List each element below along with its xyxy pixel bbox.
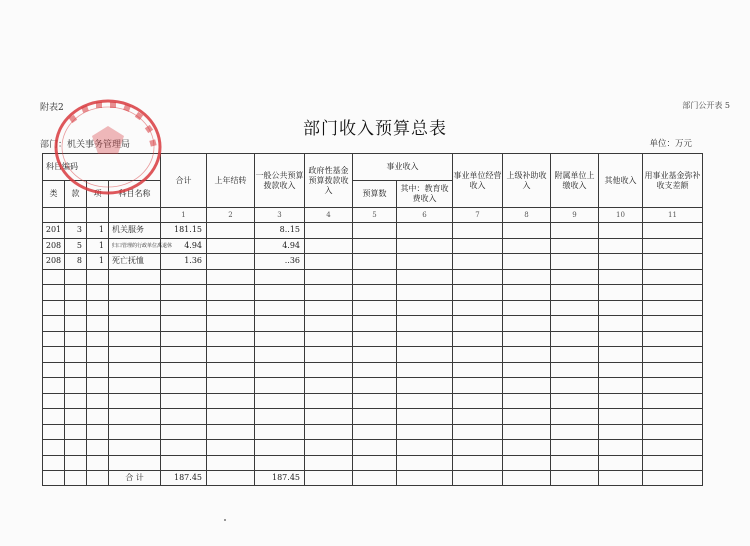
official-seal-stamp — [52, 96, 164, 198]
cell-xiang: 1 — [87, 223, 109, 239]
header-xiang: 项 — [87, 181, 109, 208]
empty-cell — [551, 362, 599, 378]
empty-cell — [503, 316, 551, 332]
empty-cell — [305, 409, 353, 425]
empty-cell — [207, 347, 255, 363]
empty-cell — [109, 331, 161, 347]
cell-xiang: 1 — [87, 254, 109, 270]
empty-cell — [453, 455, 503, 471]
empty-cell — [353, 393, 397, 409]
header-subject: 科目名称 — [109, 181, 161, 208]
empty-cell — [599, 424, 643, 440]
empty-row — [43, 269, 703, 285]
empty-cell — [65, 378, 87, 394]
empty-cell — [599, 455, 643, 471]
empty-cell — [599, 362, 643, 378]
empty-cell — [397, 347, 453, 363]
total-amount: 187.45 — [161, 471, 207, 486]
cell-general-budget: 4.94 — [255, 238, 305, 254]
empty-cell — [43, 300, 65, 316]
column-number: 7 — [453, 208, 503, 223]
empty-cell — [87, 393, 109, 409]
empty-cell — [207, 316, 255, 332]
total-general-budget: 187.45 — [255, 471, 305, 486]
cell-total: 1.36 — [161, 254, 207, 270]
empty-cell — [599, 393, 643, 409]
empty-cell — [353, 362, 397, 378]
empty-cell — [503, 285, 551, 301]
empty-cell — [255, 347, 305, 363]
empty-cell — [353, 424, 397, 440]
empty-cell — [65, 362, 87, 378]
empty-cell — [453, 269, 503, 285]
empty-cell — [43, 455, 65, 471]
empty-cell — [599, 378, 643, 394]
header-fund-transfer: 用事业基金弥补收支差额 — [643, 154, 703, 208]
empty-cell — [109, 362, 161, 378]
empty-cell — [503, 331, 551, 347]
empty-cell — [65, 424, 87, 440]
empty-cell — [161, 393, 207, 409]
empty-cell — [87, 424, 109, 440]
cell-kuan: 5 — [65, 238, 87, 254]
column-number: 6 — [397, 208, 453, 223]
empty-cell — [255, 316, 305, 332]
empty-cell — [353, 409, 397, 425]
empty-row — [43, 347, 703, 363]
empty-cell — [255, 331, 305, 347]
empty-cell — [503, 455, 551, 471]
column-number-row — [43, 208, 703, 223]
empty-cell — [87, 440, 109, 456]
column-number: 5 — [353, 208, 397, 223]
empty-cell — [397, 269, 453, 285]
empty-cell — [161, 455, 207, 471]
empty-cell — [643, 300, 703, 316]
empty-cell — [353, 269, 397, 285]
empty-cell — [353, 285, 397, 301]
header-kuan: 款 — [65, 181, 87, 208]
empty-cell — [599, 331, 643, 347]
empty-cell — [87, 362, 109, 378]
empty-cell — [109, 300, 161, 316]
empty-cell — [161, 285, 207, 301]
empty-cell — [255, 393, 305, 409]
empty-row — [43, 316, 703, 332]
total-label: 合 计 — [109, 471, 161, 486]
empty-row — [43, 378, 703, 394]
empty-cell — [207, 362, 255, 378]
empty-cell — [87, 269, 109, 285]
empty-cell — [551, 393, 599, 409]
empty-row — [43, 362, 703, 378]
empty-row — [43, 424, 703, 440]
cell-total: 4.94 — [161, 238, 207, 254]
empty-cell — [65, 316, 87, 332]
column-number: 3 — [255, 208, 305, 223]
table-row — [43, 223, 703, 239]
empty-cell — [305, 424, 353, 440]
header-carryover: 上年结转 — [207, 154, 255, 208]
empty-cell — [87, 331, 109, 347]
empty-cell — [87, 378, 109, 394]
empty-cell — [397, 440, 453, 456]
empty-cell — [43, 424, 65, 440]
empty-cell — [305, 300, 353, 316]
empty-cell — [87, 409, 109, 425]
empty-cell — [65, 300, 87, 316]
empty-cell — [643, 455, 703, 471]
empty-cell — [207, 300, 255, 316]
empty-cell — [643, 285, 703, 301]
header-higher-subsidy: 上级补助收入 — [503, 154, 551, 208]
empty-cell — [353, 300, 397, 316]
empty-cell — [453, 424, 503, 440]
empty-cell — [551, 378, 599, 394]
empty-cell — [551, 455, 599, 471]
empty-cell — [353, 455, 397, 471]
empty-cell — [109, 269, 161, 285]
empty-cell — [161, 409, 207, 425]
empty-cell — [207, 378, 255, 394]
empty-cell — [503, 300, 551, 316]
empty-cell — [643, 409, 703, 425]
amount-unit-label: 单位：万元 — [649, 139, 692, 149]
empty-cell — [353, 331, 397, 347]
empty-cell — [453, 378, 503, 394]
empty-cell — [305, 269, 353, 285]
empty-cell — [643, 393, 703, 409]
empty-cell — [87, 347, 109, 363]
empty-cell — [453, 285, 503, 301]
empty-cell — [453, 362, 503, 378]
empty-cell — [397, 424, 453, 440]
empty-cell — [65, 331, 87, 347]
department-label: 部门：机关事务管理局 — [40, 140, 131, 150]
empty-cell — [161, 362, 207, 378]
empty-cell — [453, 316, 503, 332]
empty-cell — [503, 440, 551, 456]
cell-general-budget: 8..15 — [255, 223, 305, 239]
empty-cell — [397, 455, 453, 471]
empty-cell — [43, 269, 65, 285]
empty-cell — [255, 285, 305, 301]
empty-cell — [65, 285, 87, 301]
empty-cell — [503, 362, 551, 378]
empty-cell — [305, 455, 353, 471]
empty-row — [43, 455, 703, 471]
column-number: 2 — [207, 208, 255, 223]
empty-cell — [109, 424, 161, 440]
empty-cell — [43, 409, 65, 425]
empty-row — [43, 393, 703, 409]
empty-cell — [305, 393, 353, 409]
empty-cell — [255, 378, 305, 394]
empty-cell — [599, 409, 643, 425]
column-number: 11 — [643, 208, 703, 223]
empty-cell — [65, 409, 87, 425]
empty-cell — [305, 347, 353, 363]
empty-cell — [551, 331, 599, 347]
empty-cell — [643, 440, 703, 456]
header-edu-fee: 其中：教育收费收入 — [397, 181, 453, 208]
empty-cell — [599, 440, 643, 456]
empty-cell — [453, 331, 503, 347]
empty-cell — [599, 285, 643, 301]
empty-cell — [397, 316, 453, 332]
empty-cell — [109, 316, 161, 332]
empty-cell — [453, 440, 503, 456]
empty-cell — [305, 316, 353, 332]
empty-cell — [43, 378, 65, 394]
cell-subject: 死亡抚恤 — [109, 254, 161, 270]
page-title: 部门收入预算总表 — [303, 119, 447, 139]
empty-cell — [87, 455, 109, 471]
attachment-label: 附表2 — [40, 103, 64, 113]
empty-cell — [65, 347, 87, 363]
cell-subject: 机关服务 — [109, 223, 161, 239]
empty-cell — [397, 393, 453, 409]
empty-cell — [643, 362, 703, 378]
empty-cell — [353, 440, 397, 456]
empty-cell — [109, 347, 161, 363]
empty-cell — [109, 409, 161, 425]
empty-cell — [161, 300, 207, 316]
table-row — [43, 238, 703, 254]
empty-cell — [207, 424, 255, 440]
empty-cell — [305, 285, 353, 301]
cell-xiang: 1 — [87, 238, 109, 254]
empty-cell — [161, 347, 207, 363]
empty-cell — [161, 269, 207, 285]
empty-cell — [353, 378, 397, 394]
empty-cell — [87, 300, 109, 316]
column-number: 4 — [305, 208, 353, 223]
cell-lei: 201 — [43, 223, 65, 239]
empty-cell — [43, 316, 65, 332]
empty-cell — [397, 285, 453, 301]
empty-cell — [305, 331, 353, 347]
empty-cell — [453, 393, 503, 409]
empty-cell — [551, 424, 599, 440]
empty-cell — [643, 424, 703, 440]
empty-cell — [503, 347, 551, 363]
empty-cell — [207, 455, 255, 471]
empty-cell — [397, 331, 453, 347]
empty-cell — [207, 440, 255, 456]
header-affiliate-income: 附属单位上缴收入 — [551, 154, 599, 208]
column-number: 10 — [599, 208, 643, 223]
total-row — [43, 471, 703, 486]
table-row — [43, 254, 703, 270]
empty-cell — [207, 393, 255, 409]
empty-cell — [453, 409, 503, 425]
empty-cell — [453, 347, 503, 363]
empty-cell — [551, 316, 599, 332]
empty-row — [43, 440, 703, 456]
cell-lei: 208 — [43, 254, 65, 270]
empty-cell — [43, 393, 65, 409]
empty-cell — [353, 316, 397, 332]
page-speck — [224, 519, 226, 521]
empty-row — [43, 285, 703, 301]
empty-cell — [643, 316, 703, 332]
header-code-group: 科目编码 — [43, 154, 161, 181]
empty-cell — [161, 316, 207, 332]
empty-cell — [255, 409, 305, 425]
empty-cell — [65, 393, 87, 409]
empty-cell — [551, 440, 599, 456]
empty-cell — [65, 455, 87, 471]
empty-cell — [109, 393, 161, 409]
empty-cell — [161, 424, 207, 440]
empty-cell — [65, 269, 87, 285]
empty-cell — [207, 269, 255, 285]
empty-cell — [43, 347, 65, 363]
empty-cell — [551, 269, 599, 285]
empty-cell — [599, 316, 643, 332]
header-other-income: 其他收入 — [599, 154, 643, 208]
empty-cell — [161, 331, 207, 347]
empty-cell — [397, 362, 453, 378]
empty-cell — [109, 378, 161, 394]
empty-cell — [207, 285, 255, 301]
empty-cell — [43, 362, 65, 378]
empty-cell — [255, 440, 305, 456]
empty-cell — [109, 440, 161, 456]
empty-cell — [207, 331, 255, 347]
empty-cell — [397, 378, 453, 394]
header-general-budget: 一般公共预算拨款收入 — [255, 154, 305, 208]
header-career-income: 事业收入 — [353, 154, 453, 181]
empty-cell — [87, 316, 109, 332]
empty-cell — [109, 285, 161, 301]
header-budget-amount: 预算数 — [353, 181, 397, 208]
empty-cell — [255, 455, 305, 471]
empty-row — [43, 331, 703, 347]
empty-cell — [453, 300, 503, 316]
empty-cell — [643, 347, 703, 363]
empty-cell — [397, 409, 453, 425]
empty-cell — [43, 285, 65, 301]
empty-cell — [255, 269, 305, 285]
column-number: 8 — [503, 208, 551, 223]
empty-cell — [551, 285, 599, 301]
empty-cell — [503, 409, 551, 425]
cell-kuan: 8 — [65, 254, 87, 270]
cell-subject: 归口管理的行政单位离退休 — [109, 238, 161, 254]
empty-cell — [503, 424, 551, 440]
cell-kuan: 3 — [65, 223, 87, 239]
cell-total: 181.15 — [161, 223, 207, 239]
empty-cell — [161, 378, 207, 394]
header-gov-fund: 政府性基金预算拨款收入 — [305, 154, 353, 208]
empty-cell — [353, 347, 397, 363]
column-number: 9 — [551, 208, 599, 223]
empty-cell — [643, 269, 703, 285]
empty-cell — [161, 440, 207, 456]
empty-row — [43, 409, 703, 425]
empty-cell — [65, 440, 87, 456]
header-business-income: 事业单位经营收入 — [453, 154, 503, 208]
empty-cell — [551, 347, 599, 363]
empty-cell — [255, 424, 305, 440]
empty-cell — [599, 300, 643, 316]
empty-row — [43, 300, 703, 316]
empty-cell — [551, 409, 599, 425]
empty-cell — [643, 331, 703, 347]
empty-cell — [87, 285, 109, 301]
cell-lei: 208 — [43, 238, 65, 254]
column-number: 1 — [161, 208, 207, 223]
empty-cell — [599, 269, 643, 285]
empty-cell — [207, 409, 255, 425]
empty-cell — [397, 300, 453, 316]
empty-cell — [305, 378, 353, 394]
empty-cell — [503, 269, 551, 285]
empty-cell — [305, 362, 353, 378]
empty-cell — [255, 362, 305, 378]
empty-cell — [643, 378, 703, 394]
empty-cell — [255, 300, 305, 316]
empty-cell — [305, 440, 353, 456]
header-lei: 类 — [43, 181, 65, 208]
empty-cell — [503, 378, 551, 394]
empty-cell — [599, 347, 643, 363]
empty-cell — [43, 440, 65, 456]
empty-cell — [551, 300, 599, 316]
cell-general-budget: ..36 — [255, 254, 305, 270]
empty-cell — [43, 331, 65, 347]
budget-revenue-table — [42, 153, 703, 486]
header-total: 合计 — [161, 154, 207, 208]
empty-cell — [109, 455, 161, 471]
empty-cell — [503, 393, 551, 409]
public-table-number: 部门公开表 5 — [682, 101, 730, 110]
